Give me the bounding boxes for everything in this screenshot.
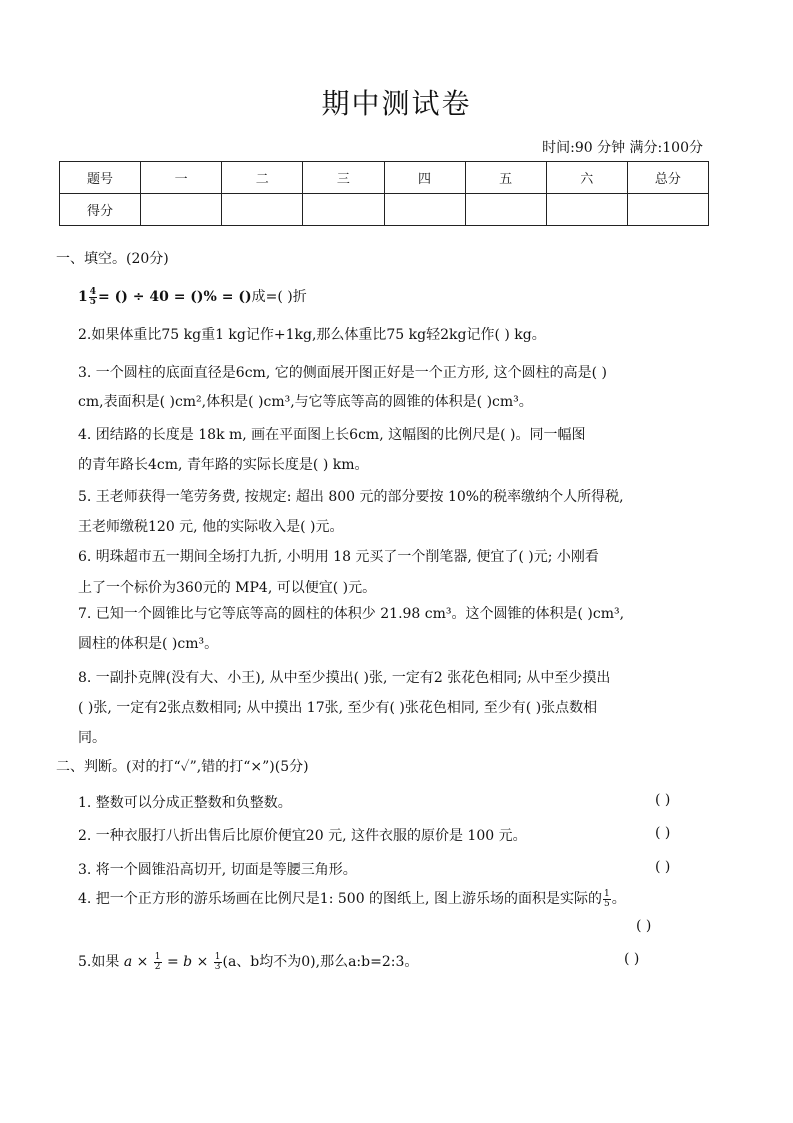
question-8-line2: ( )张, 一定有2张点数相同; 从中摸出 17张, 至少有( )张花色相同, 至少有( )张点数相 (78, 700, 598, 716)
score-table-score-row (60, 194, 709, 226)
judge-question-3: 3. 将一个圆锥沿高切开, 切面是等腰三角形。 (78, 862, 357, 878)
question-2: 2.如果体重比75 kg重1 kg记作+1kg,那么体重比75 kg轻2kg记作( ) kg。 (78, 327, 546, 343)
header-cell: 总分 (627, 162, 708, 194)
judge-q4-text: 4. 把一个正方形的游乐场画在比例尺是1: 500 的图纸上, 图上游乐场的面积是实际的 (78, 891, 602, 907)
time-info: 时间:90 分钟 满分:100分 (542, 140, 703, 156)
row-label: 得分 (60, 194, 141, 226)
judge-q5-b: = b × (162, 954, 213, 970)
header-cell: 二 (222, 162, 303, 194)
answer-paren[interactable]: ( ) (655, 792, 671, 808)
answer-paren[interactable]: ( ) (624, 951, 640, 967)
header-cell: 三 (303, 162, 384, 194)
question-3-line2: cm,表面积是( )cm²,体积是( )cm³,与它等底等高的圆锥的体积是( )cm³。 (78, 394, 533, 410)
score-cell[interactable] (384, 194, 465, 226)
judge-q5-fraction1: $\frac{1}{2}$ (154, 951, 161, 972)
header-cell: 一 (141, 162, 222, 194)
question-1 (78, 286, 307, 307)
judge-q4-fraction: $\frac{1}{5}$ (603, 888, 610, 909)
score-cell[interactable] (141, 194, 222, 226)
question-7-line1: 7. 已知一个圆锥比与它等底等高的圆柱的体积少 21.98 cm³。这个圆锥的体积是( )cm³, (78, 606, 625, 622)
q1-expression: = () ÷ 40 = ()% = () (98, 289, 252, 305)
judge-q5-tail: (a、b均不为0),那么a:b=2:3。 (222, 954, 419, 970)
score-cell[interactable] (465, 194, 546, 226)
q1-prefix: 1 (78, 289, 88, 305)
question-4-line1: 4. 团结路的长度是 18k m, 画在平面图上长6cm, 这幅图的比例尺是( )。同一幅图 (78, 427, 586, 443)
judge-q5-prefix: 5.如果 (78, 954, 124, 970)
question-3-line1: 3. 一个圆柱的底面直径是6cm, 它的侧面展开图正好是一个正方形, 这个圆柱的高是( ) (78, 365, 608, 381)
q1-tail: 成=( )折 (251, 289, 307, 305)
header-cell: 六 (546, 162, 627, 194)
question-5-line1: 5. 王老师获得一笔劳务费, 按规定: 超出 800 元的部分要按 10%的税率缴纳个人所得税, (78, 489, 624, 505)
question-6-line2: 上了一个标价为360元的 MP4, 可以便宜( )元。 (78, 580, 377, 596)
question-8-line3: 同。 (78, 730, 106, 746)
answer-paren[interactable]: ( ) (636, 918, 652, 934)
header-cell: 五 (465, 162, 546, 194)
answer-paren[interactable]: ( ) (655, 825, 671, 841)
question-6-line1: 6. 明珠超市五一期间全场打九折, 小明用 18 元买了一个削笔器, 便宜了( )元; 小刚看 (78, 549, 599, 565)
section1-heading: 一、填空。(20分) (56, 251, 169, 267)
question-5-line2: 王老师缴税120 元, 他的实际收入是( )元。 (78, 519, 344, 535)
answer-paren[interactable]: ( ) (655, 859, 671, 875)
judge-q5-fraction2: $\frac{1}{3}$ (214, 951, 221, 972)
question-4-line2: 的青年路长4cm, 青年路的实际长度是( ) km。 (78, 457, 369, 473)
score-cell[interactable] (546, 194, 627, 226)
score-table (59, 161, 709, 226)
q1-fraction: $\frac{4}{5}$ (89, 286, 97, 307)
header-cell: 四 (384, 162, 465, 194)
score-cell[interactable] (222, 194, 303, 226)
judge-question-5 (78, 951, 418, 972)
judge-question-2: 2. 一种衣服打八折出售后比原价便宜20 元, 这件衣服的原价是 100 元。 (78, 828, 527, 844)
question-8-line1: 8. 一副扑克牌(没有大、小王), 从中至少摸出( )张, 一定有2 张花色相同; 从中至少摸出 (78, 670, 611, 686)
score-cell[interactable] (303, 194, 384, 226)
judge-q4-end: 。 (611, 891, 626, 907)
judge-q5-a: a × (123, 954, 153, 970)
header-cell: 题号 (60, 162, 141, 194)
score-cell[interactable] (627, 194, 708, 226)
section2-heading: 二、判断。(对的打“✓”,错的打“×”)(5分) (56, 759, 309, 775)
page-title: 期中测试卷 (321, 87, 472, 120)
judge-question-1: 1. 整数可以分成正整数和负整数。 (78, 795, 292, 811)
score-table-header-row (60, 162, 709, 194)
question-7-line2: 圆柱的体积是( )cm³。 (78, 636, 219, 652)
judge-question-4 (78, 888, 626, 909)
